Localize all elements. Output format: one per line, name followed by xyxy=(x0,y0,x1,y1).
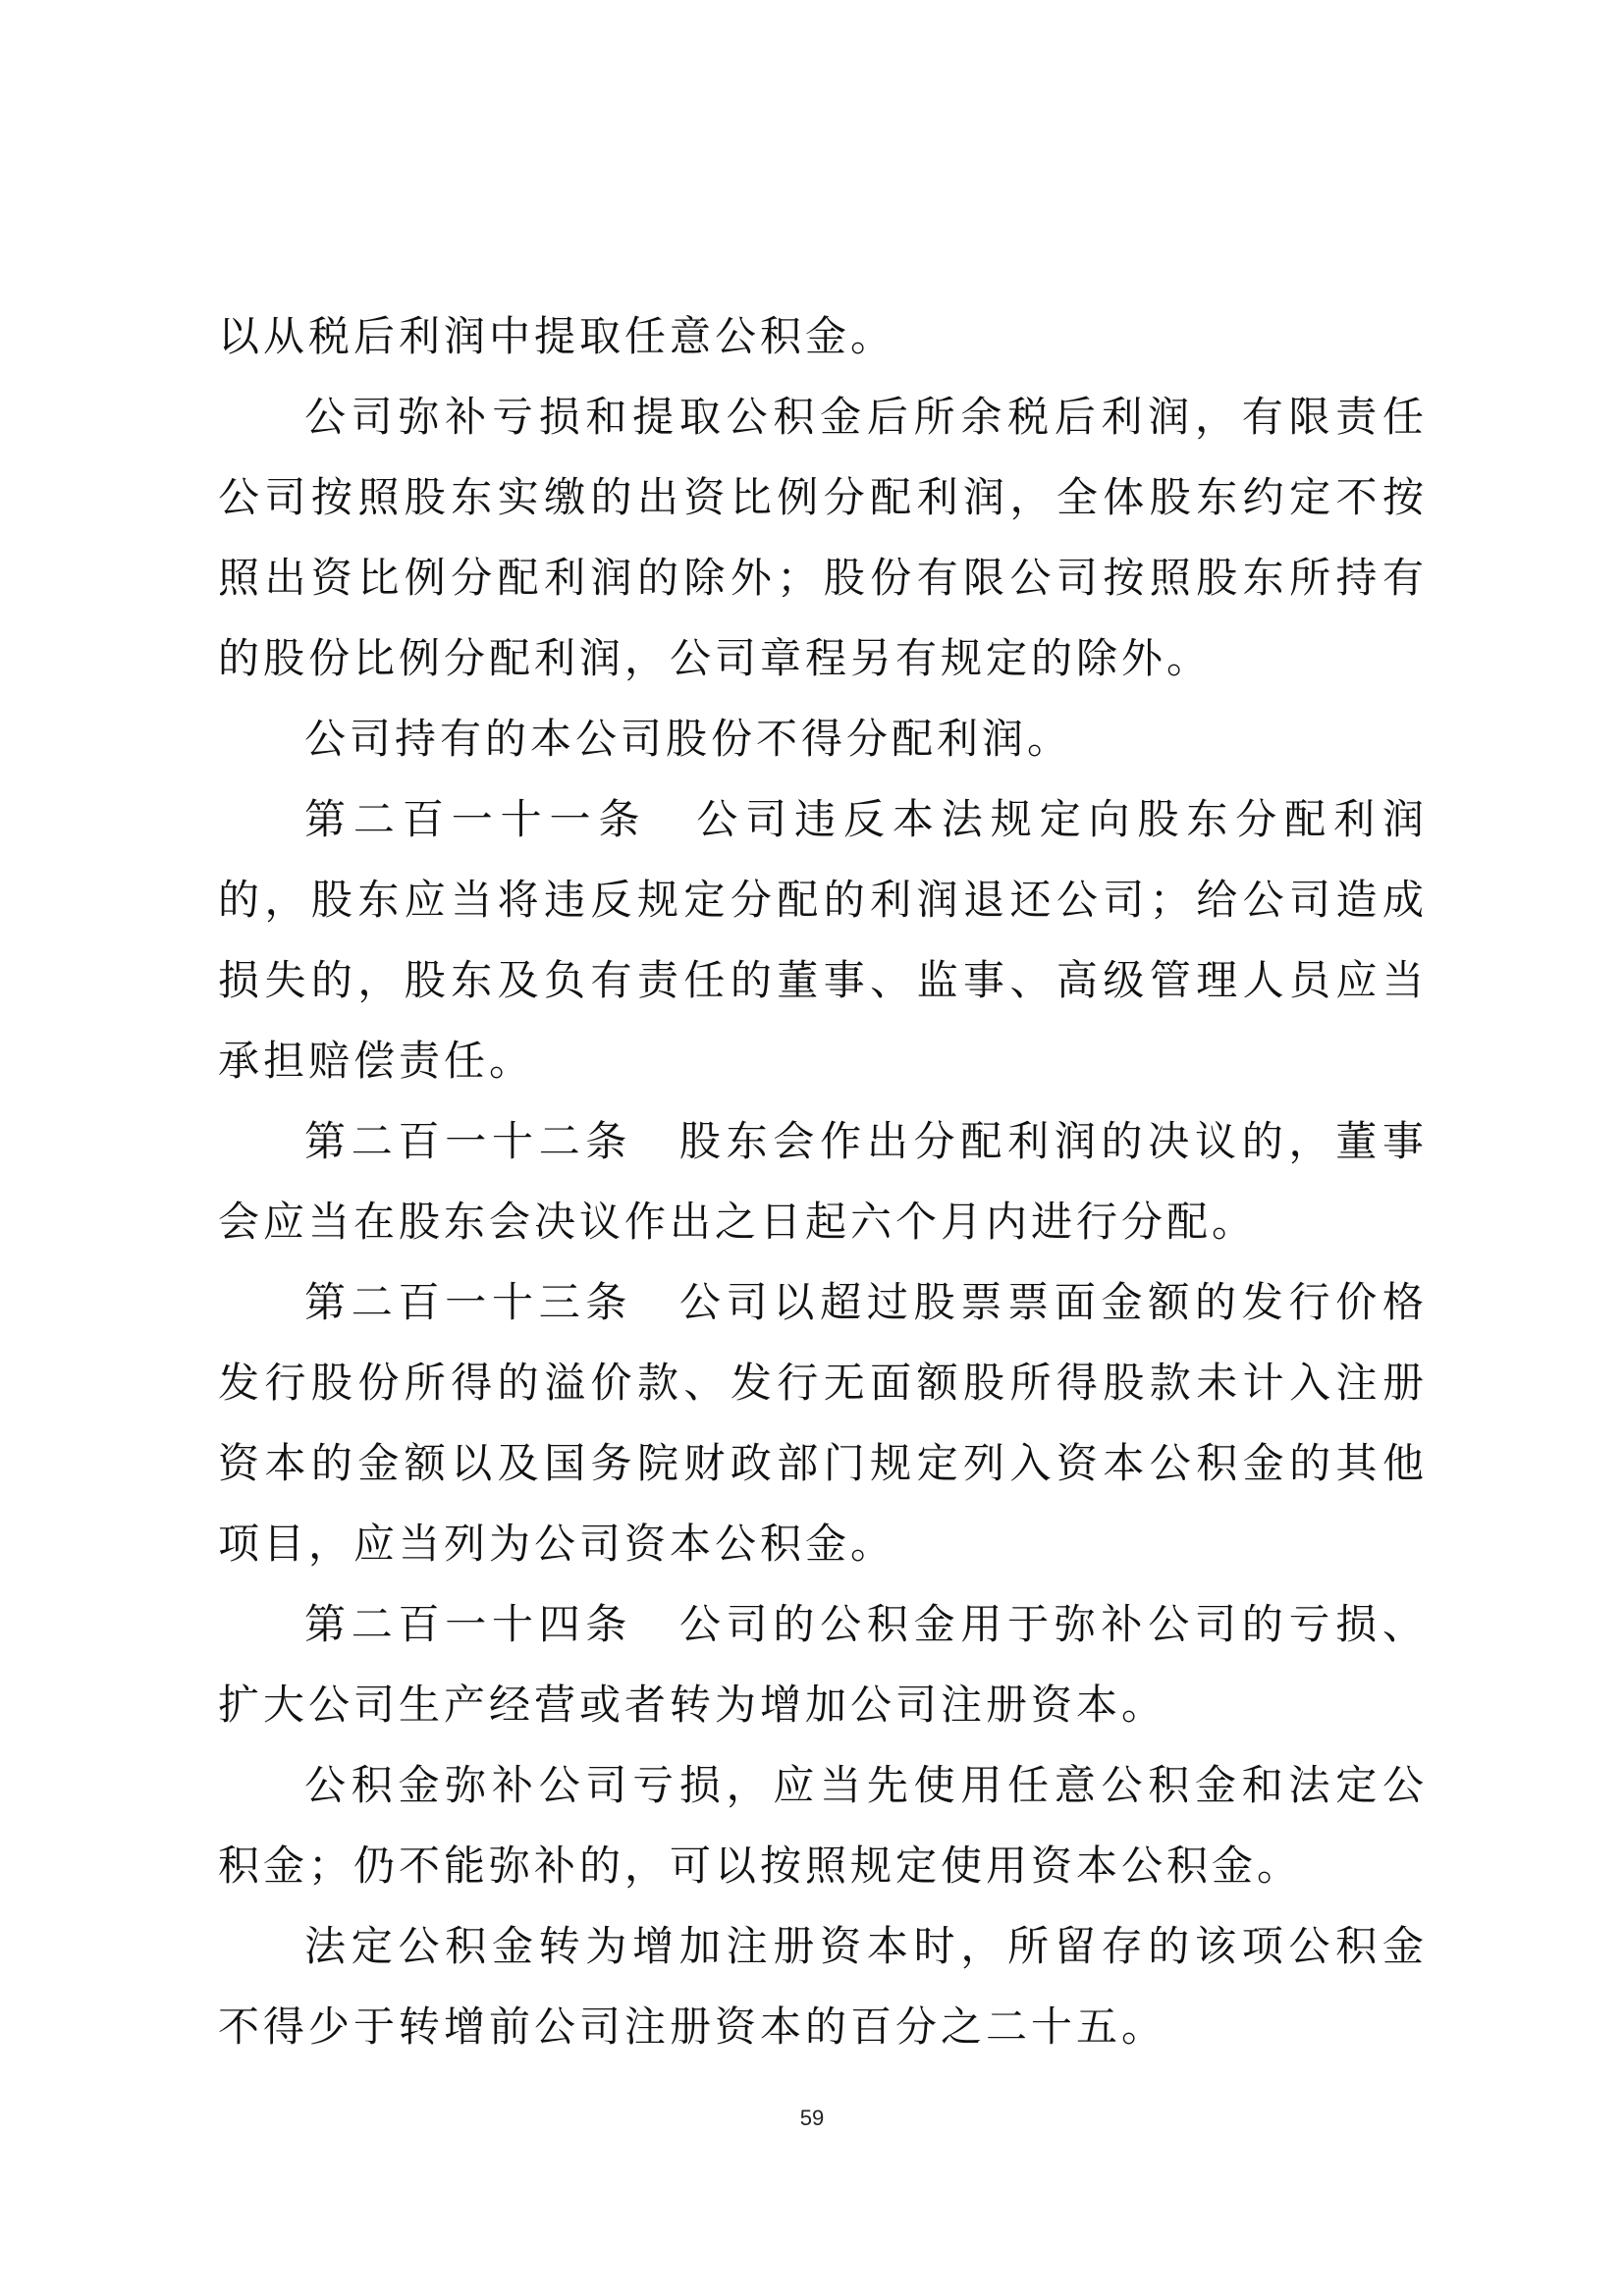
paragraph-loss-compensation: 公积金弥补公司亏损，应当先使用任意公积金和法定公积金；仍不能弥补的，可以按照规定使用资本公积金。 xyxy=(218,1761,1428,1890)
article-212: 第二百一十二条 股东会作出分配利润的决议的，董事会应当在股东会决议作出之日起六个月内进行分配。 xyxy=(218,1117,1428,1246)
paragraph-own-shares: 公司持有的本公司股份不得分配利润。 xyxy=(304,715,1073,763)
article-211: 第二百一十一条 公司违反本法规定向股东分配利润的，股东应当将违反规定分配的利润退还公司；给公司造成损失的，股东及负有责任的董事、监事、高级管理人员应当承担赔偿责任。 xyxy=(218,795,1428,1085)
document-body xyxy=(218,296,1428,2067)
article-213: 第二百一十三条 公司以超过股票票面金额的发行价格发行股份所得的溢价款、发行无面额股所得股款未计入注册资本的金额以及国务院财政部门规定列入资本公积金的其他项目，应当列为公司资本公积金。 xyxy=(218,1278,1428,1568)
article-214: 第二百一十四条 公司的公积金用于弥补公司的亏损、扩大公司生产经营或者转为增加公司注册资本。 xyxy=(218,1600,1428,1729)
paragraph-profit-distribution: 公司弥补亏损和提取公积金后所余税后利润，有限责任公司按照股东实缴的出资比例分配利润，全体股东约定不按照出资比例分配利润的除外；股份有限公司按照股东所持有的股份比例分配利润，公司章程另有规定的除外。 xyxy=(218,393,1428,682)
paragraph-statutory-reserve: 法定公积金转为增加注册资本时，所留存的该项公积金不得少于转增前公司注册资本的百分之二十五。 xyxy=(218,1922,1428,2051)
paragraph-continuation: 以从税后利润中提取任意公积金。 xyxy=(218,312,896,360)
page-number: 59 xyxy=(799,2106,825,2130)
